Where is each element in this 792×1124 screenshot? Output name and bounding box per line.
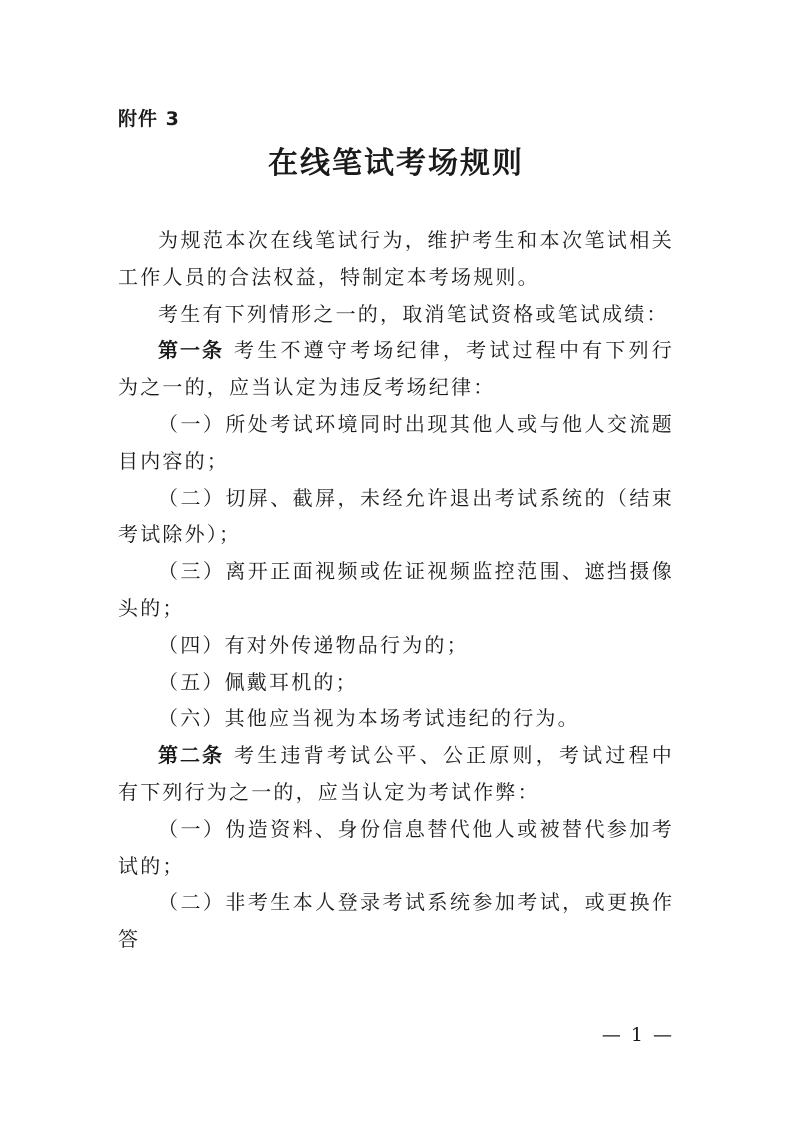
article-1-item: （五）佩戴耳机的； (158, 669, 358, 694)
article-1-item: （二）切屏、截屏，未经允许退出考试系统的（结束考试除外）； (118, 485, 674, 547)
document-title: 在线笔试考场规则 (268, 146, 524, 181)
article-1-text: 考生不遵守考场纪律，考试过程中有下列行为之一的，应当认定为违反考场纪律： (118, 338, 674, 400)
article-1-item: （四）有对外传递物品行为的； (158, 632, 469, 657)
attachment-label: 附件 3 (118, 108, 180, 130)
document-body (118, 222, 674, 958)
article-2-item: （一）伪造资料、身份信息替代他人或被替代参加考试的； (118, 816, 674, 878)
article-2-text: 考生违背考试公平、公正原则，考试过程中有下列行为之一的，应当认定为考试作弊： (118, 743, 674, 804)
article-2-paragraph (118, 737, 674, 811)
article-1-paragraph (118, 332, 674, 406)
preamble-paragraph: 考生有下列情形之一的，取消笔试资格或笔试成绩： (158, 301, 669, 326)
article-1-heading: 第一条 (158, 338, 225, 363)
article-2-item: （二）非考生本人登录考试系统参加考试，或更换作答 (118, 890, 674, 952)
article-1-item: （六）其他应当视为本场考试违纪的行为。 (158, 706, 580, 731)
article-2-heading: 第二条 (158, 743, 225, 768)
page-number: — 1 — (601, 1024, 674, 1046)
intro-paragraph: 为规范本次在线笔试行为，维护考生和本次笔试相关工作人员的合法权益，特制定本考场规则。 (118, 228, 674, 289)
article-1-item: （三）离开正面视频或佐证视频监控范围、遮挡摄像头的； (118, 559, 674, 620)
article-1-item: （一）所处考试环境同时出现其他人或与他人交流题目内容的； (118, 411, 674, 473)
